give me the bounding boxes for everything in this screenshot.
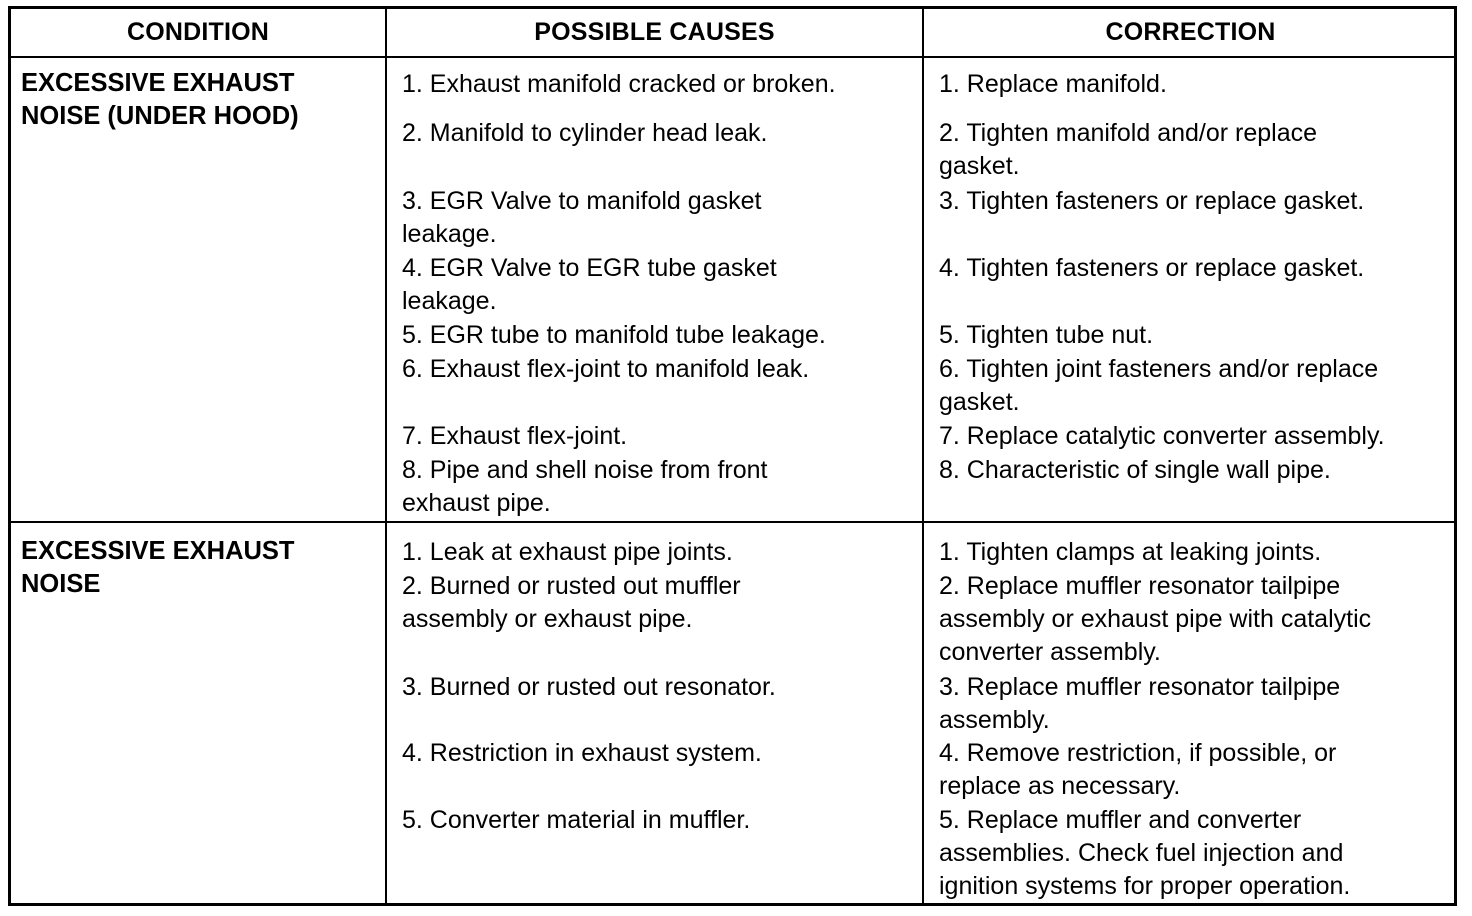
correction-item (939, 420, 1385, 453)
cause-line: 1. Leak at exhaust pipe joints. (402, 538, 733, 566)
column-divider (922, 9, 924, 903)
cause-item (402, 536, 733, 569)
cause-line: exhaust pipe. (402, 489, 551, 517)
cause-item (402, 117, 768, 150)
correction-line: ignition systems for proper operation. (939, 872, 1351, 900)
condition-cell (21, 535, 381, 601)
correction-line: assembly. (939, 706, 1050, 734)
cause-item (402, 804, 750, 837)
cause-line: 6. Exhaust flex-joint to manifold leak. (402, 355, 810, 383)
correction-line: assembly or exhaust pipe with catalytic (939, 605, 1372, 633)
cause-item (402, 68, 836, 101)
cause-line: 2. Burned or rusted out muffler (402, 572, 741, 600)
correction-item (939, 671, 1340, 737)
correction-item (939, 536, 1321, 569)
correction-line: 3. Tighten fasteners or replace gasket. (939, 187, 1365, 215)
cause-line: 5. Converter material in muffler. (402, 806, 751, 834)
diagnosis-table (8, 6, 1457, 906)
correction-item (939, 319, 1153, 352)
correction-line: 7. Replace catalytic converter assembly. (939, 422, 1385, 450)
cause-line: leakage. (402, 287, 497, 315)
correction-line: replace as necessary. (939, 772, 1181, 800)
condition-line: NOISE (21, 570, 101, 598)
cause-item (402, 454, 767, 520)
header-possible-causes: POSSIBLE CAUSES (534, 18, 775, 46)
cause-line: leakage. (402, 220, 497, 248)
correction-line: 4. Remove restriction, if possible, or (939, 739, 1337, 767)
cause-item (402, 570, 741, 636)
correction-line: 8. Characteristic of single wall pipe. (939, 456, 1331, 484)
header-correction: CORRECTION (1105, 18, 1276, 46)
cause-item (402, 420, 627, 453)
cause-line: 3. EGR Valve to manifold gasket (402, 187, 762, 215)
correction-line: converter assembly. (939, 638, 1161, 666)
header-condition: CONDITION (126, 18, 270, 46)
correction-item (939, 68, 1167, 101)
correction-line: assemblies. Check fuel injection and (939, 839, 1344, 867)
correction-line: 5. Tighten tube nut. (939, 321, 1154, 349)
condition-line: EXCESSIVE EXHAUST (21, 69, 295, 97)
cause-line: 4. EGR Valve to EGR tube gasket (402, 254, 777, 282)
header-divider (11, 56, 1454, 58)
cause-line: 4. Restriction in exhaust system. (402, 739, 762, 767)
cause-item (402, 185, 761, 251)
correction-item (939, 353, 1378, 419)
correction-line: 2. Tighten manifold and/or replace (939, 119, 1318, 147)
correction-line: gasket. (939, 152, 1020, 180)
cause-line: 3. Burned or rusted out resonator. (402, 673, 776, 701)
cause-line: assembly or exhaust pipe. (402, 605, 693, 633)
cause-line: 2. Manifold to cylinder head leak. (402, 119, 768, 147)
cause-item (402, 353, 809, 386)
condition-cell (21, 67, 381, 133)
correction-line: 5. Replace muffler and converter (939, 806, 1302, 834)
correction-line: 4. Tighten fasteners or replace gasket. (939, 254, 1365, 282)
cause-line: 7. Exhaust flex-joint. (402, 422, 628, 450)
cause-line: 5. EGR tube to manifold tube leakage. (402, 321, 826, 349)
cause-item (402, 671, 776, 704)
row-divider (11, 521, 1454, 523)
correction-item (939, 185, 1364, 218)
condition-line: NOISE (UNDER HOOD) (21, 102, 299, 130)
correction-line: 6. Tighten joint fasteners and/or replace (939, 355, 1379, 383)
correction-line: 1. Tighten clamps at leaking joints. (939, 538, 1322, 566)
correction-item (939, 737, 1336, 803)
correction-line: 1. Replace manifold. (939, 70, 1167, 98)
correction-item (939, 570, 1371, 669)
cause-item (402, 319, 826, 352)
correction-item (939, 252, 1364, 285)
correction-line: 2. Replace muffler resonator tailpipe (939, 572, 1341, 600)
cause-line: 1. Exhaust manifold cracked or broken. (402, 70, 836, 98)
correction-item (939, 117, 1317, 183)
correction-item (939, 454, 1331, 487)
column-divider (385, 9, 387, 903)
correction-item (939, 804, 1350, 903)
condition-line: EXCESSIVE EXHAUST (21, 537, 295, 565)
cause-line: 8. Pipe and shell noise from front (402, 456, 768, 484)
cause-item (402, 252, 777, 318)
cause-item (402, 737, 762, 770)
correction-line: 3. Replace muffler resonator tailpipe (939, 673, 1341, 701)
correction-line: gasket. (939, 388, 1020, 416)
